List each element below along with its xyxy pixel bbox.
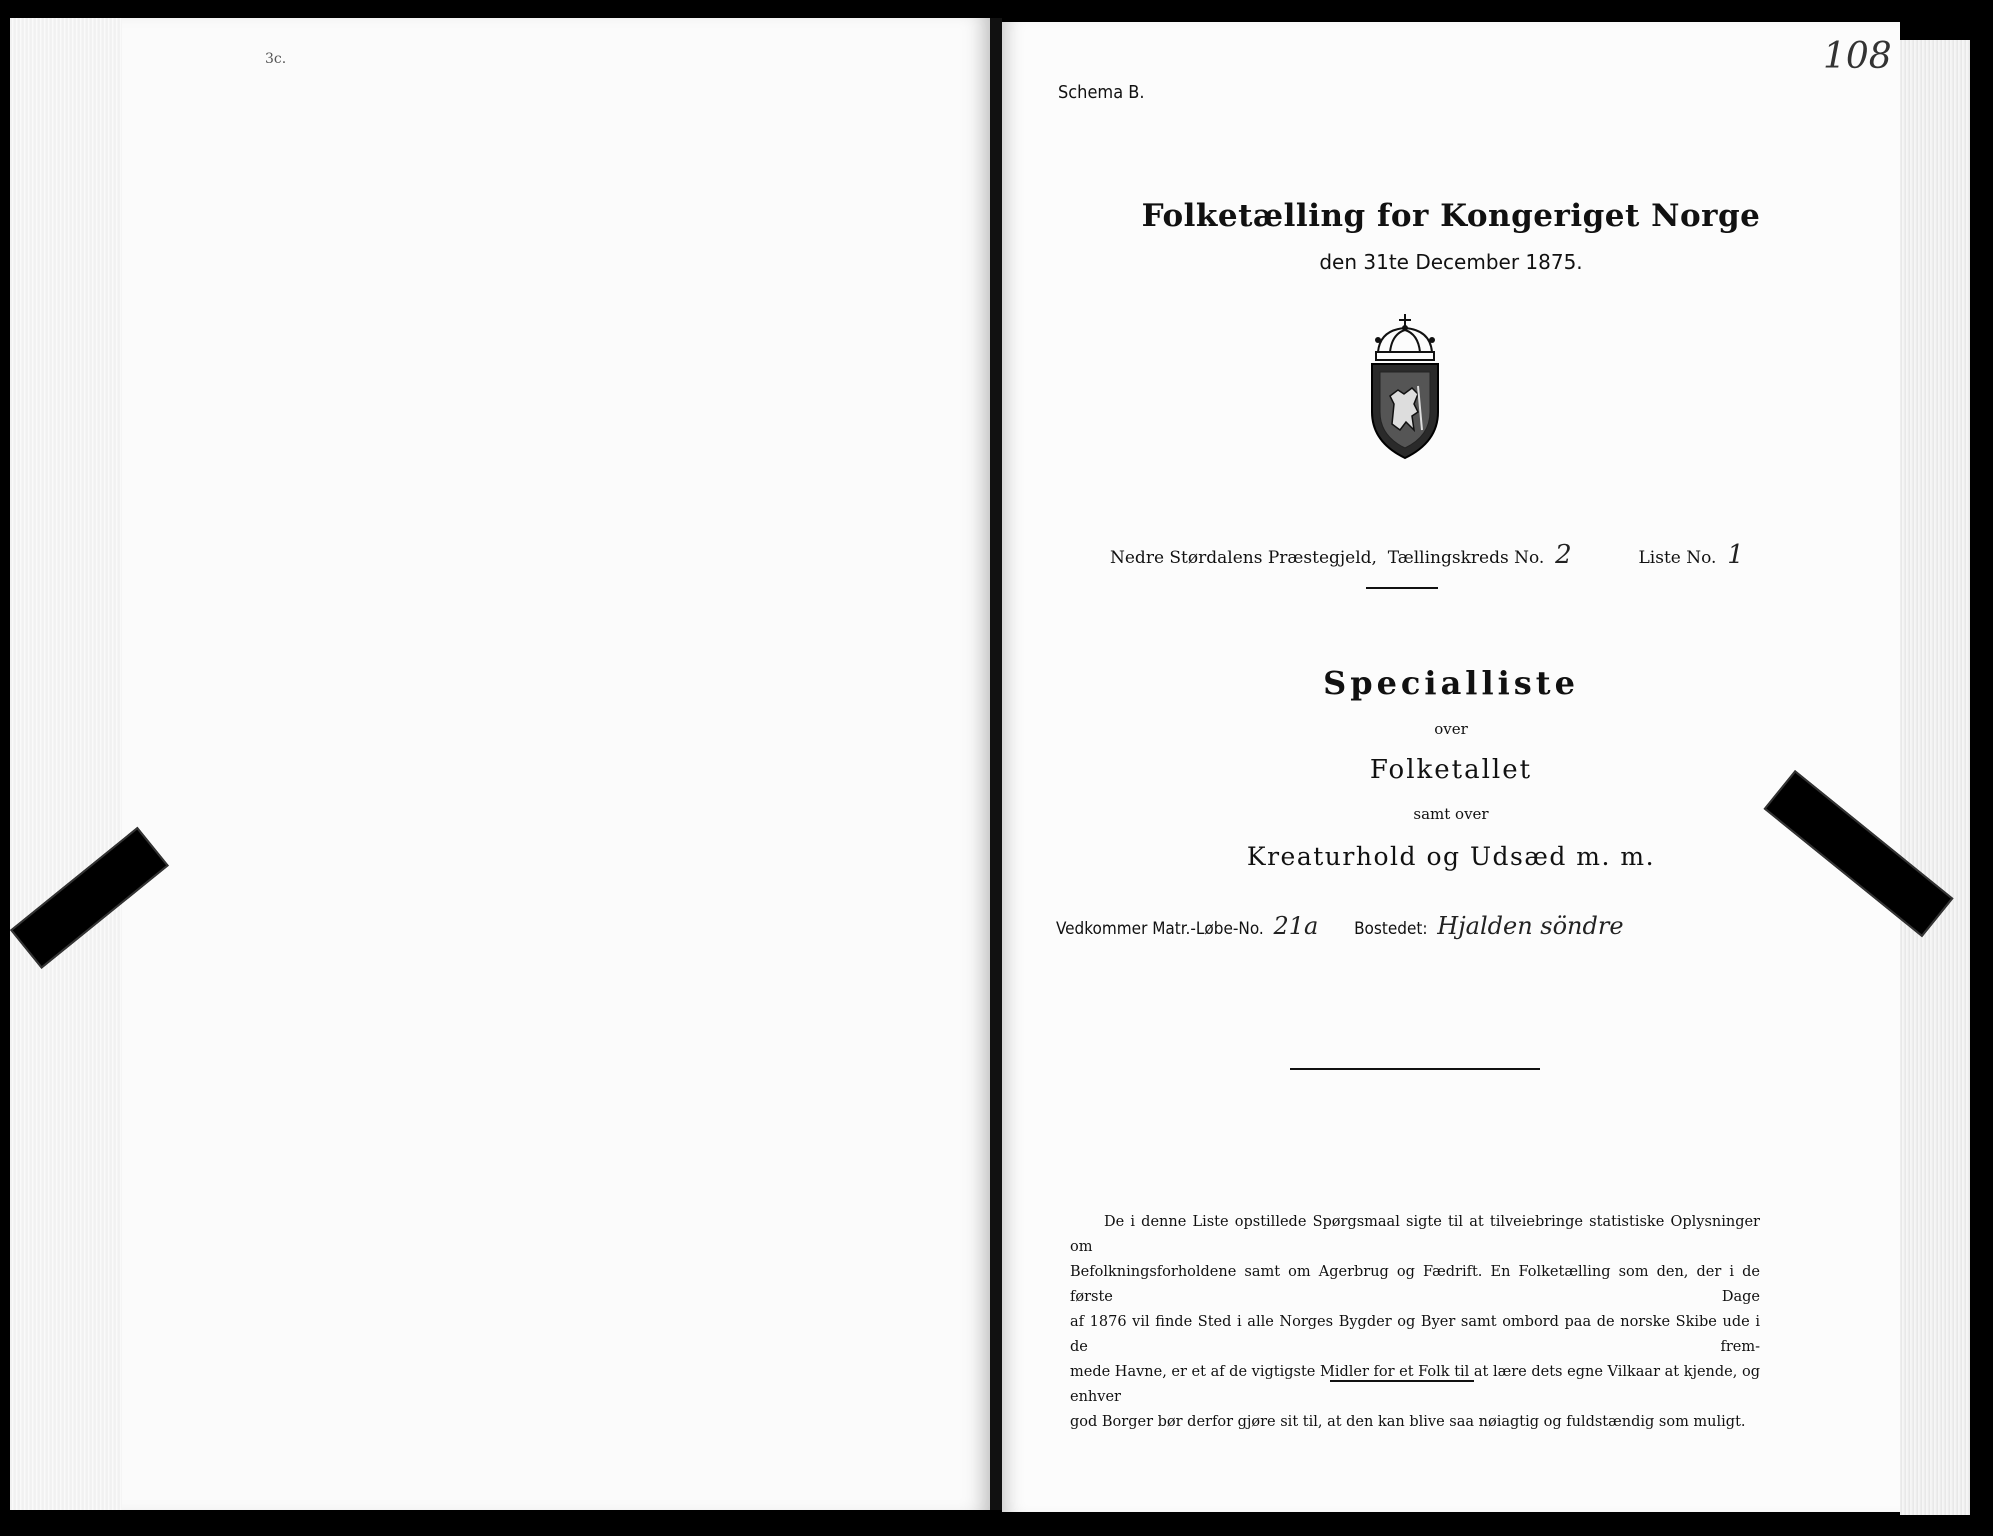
- list-label: Liste No.: [1638, 548, 1717, 568]
- folketallet-text: Folketallet: [1369, 755, 1533, 785]
- matr-value: 21a: [1273, 912, 1319, 940]
- over-text: over: [1434, 720, 1468, 738]
- norwegian-coat-of-arms-icon: [1360, 312, 1450, 466]
- book-gutter: [990, 18, 1002, 1510]
- list-heading: Specialliste: [1323, 664, 1579, 702]
- page-title: Folketælling for Kongeriget Norge: [1141, 198, 1761, 234]
- right-page-edges: [1900, 40, 1970, 1515]
- page-number: 108: [1823, 36, 1892, 77]
- census-date: den 31te December 1875.: [1319, 250, 1583, 274]
- footnote-line: Befolkningsforholdene samt om Agerbrug og Fædrift. En Folketælling som den, der i de første Dage: [1070, 1264, 1760, 1305]
- signature-rule: [1290, 1068, 1540, 1070]
- parish-name: Nedre Størdalens Præstegjeld,: [1110, 548, 1377, 568]
- kreaturhold-text: Kreaturhold og Udsæd m. m.: [1246, 842, 1656, 871]
- district-label: Tællingskreds No.: [1387, 548, 1545, 568]
- footnote-paragraph: [1070, 1210, 1760, 1435]
- footnote-line: god Borger bør derfor gjøre sit til, at den kan blive saa nøiagtig og fuldstændig som muligt.: [1070, 1414, 1746, 1430]
- bosted-value: Hjalden söndre: [1437, 912, 1624, 940]
- left-page: [122, 18, 990, 1510]
- footnote-line: mede Havne, er et af de vigtigste Midler for et Folk til at lære dets egne Vilkaar at kjende, og enhver: [1070, 1364, 1760, 1405]
- matr-label: Vedkommer Matr.-Løbe-No.: [1056, 919, 1264, 939]
- divider-rule: [1366, 587, 1438, 589]
- footnote-line: De i denne Liste opstillede Spørgsmaal sigte til at tilveiebringe statistiske Oplysninger om: [1070, 1214, 1760, 1255]
- samt-over-text: samt over: [1413, 805, 1489, 823]
- district-value: 2: [1555, 540, 1572, 570]
- matr-line: [1056, 912, 1624, 940]
- bosted-label: Bostedet:: [1354, 919, 1428, 939]
- schema-label: Schema B.: [1058, 82, 1145, 103]
- list-value: 1: [1727, 540, 1744, 570]
- left-corner-mark: 3c.: [265, 51, 287, 67]
- left-page-edges: [10, 18, 122, 1510]
- footnote-line: af 1876 vil finde Sted i alle Norges Bygder og Byer samt ombord paa de norske Skibe ude i de frem-: [1070, 1314, 1760, 1355]
- parish-line: [1110, 540, 1744, 570]
- bottom-rule: [1330, 1380, 1474, 1382]
